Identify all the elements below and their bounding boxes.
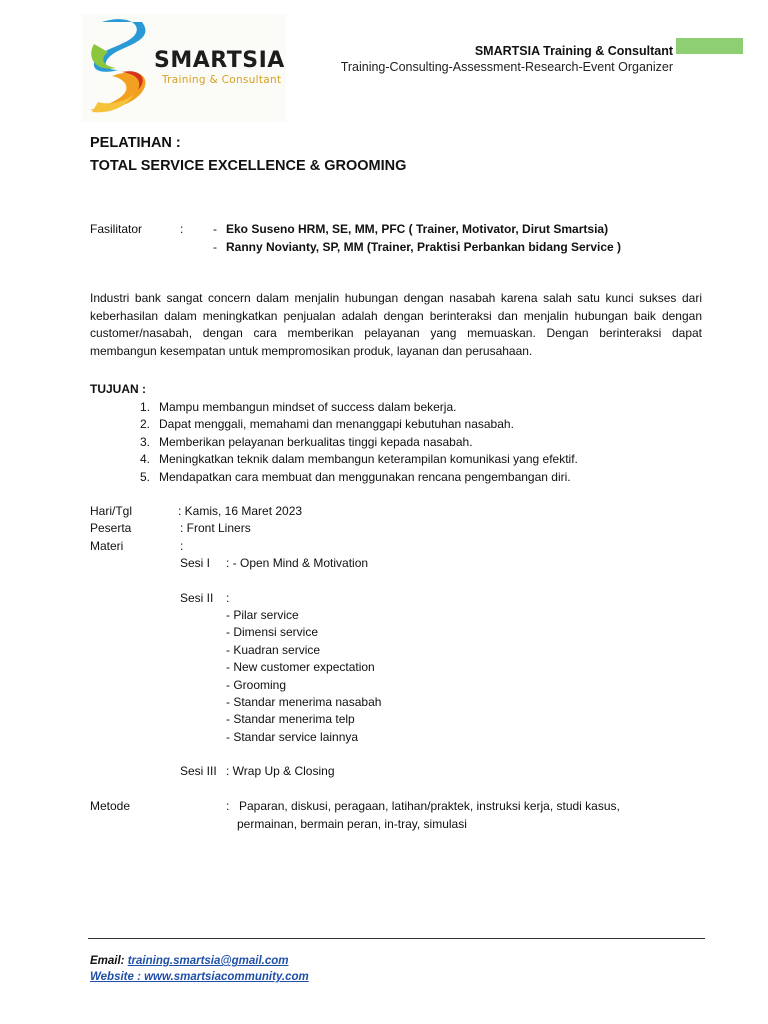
session-2-colon: : [226,591,230,605]
company-name: SMARTSIA Training & Consultant [474,44,673,58]
company-logo [82,14,286,122]
letterhead [341,44,673,74]
item-number: 4. [139,452,150,467]
session-3-value: : Wrap Up & Closing [226,764,335,778]
facilitator-name: Ranny Novianty, SP, MM (Trainer, Praktisi Perbankan bidang Service ) [226,240,622,254]
method-label: Metode [90,799,131,813]
accent-bar [676,38,743,54]
email-label: Email: [90,955,125,967]
list-item: - Standar menerima telp [226,712,355,727]
facilitator-dash: - [213,240,217,254]
training-heading: PELATIHAN : [90,135,181,151]
list-item [90,451,578,468]
list-item: - Grooming [226,677,287,692]
objectives-list [90,399,578,486]
email-link[interactable]: training.smartsia@gmail.com [127,955,289,967]
list-item [90,469,578,486]
item-text: Mampu membangun mindset of success dalam bekerja. [159,400,457,414]
item-number: 5. [139,469,150,484]
footer-website [90,971,309,983]
participants-label: Peserta [90,521,132,535]
logo-wordmark: SMARTSIA [154,48,285,73]
materials-colon: : [180,539,184,553]
list-item: - Standar menerima nasabah [226,695,382,710]
method-text: permainan, bermain peran, in-tray, simulasi [237,817,467,831]
materials-label: Materi [90,539,124,553]
session-2-topics [226,607,381,746]
facilitator-colon: : [180,222,184,236]
date-label: Hari/Tgl [90,504,133,518]
session-3-label: Sesi III [180,764,217,778]
item-text: Mendapatkan cara membuat dan menggunakan rencana pengembangan diri. [159,469,571,484]
logo-subline: Training & Consultant [162,74,282,86]
list-item: - Standar service lainnya [226,729,359,744]
session-1-label: Sesi I [180,556,211,570]
list-item: - Dimensi service [226,625,319,640]
website-link[interactable]: Website : www.smartsiacommunity.com [90,971,309,983]
session-2-label: Sesi II [180,591,214,605]
method-colon: : [226,799,230,813]
list-item [90,399,578,416]
item-number: 1. [139,400,150,414]
list-item: - New customer expectation [226,660,375,675]
list-item: - Pilar service [226,608,299,622]
item-text: Memberikan pelayanan berkualitas tinggi kepada nasabah. [159,434,473,449]
footer-divider [88,938,705,939]
date-value: : Kamis, 16 Maret 2023 [178,504,303,518]
training-title: TOTAL SERVICE EXCELLENCE & GROOMING [90,158,407,174]
item-text: Dapat menggali, memahami dan menanggapi kebutuhan nasabah. [159,417,514,432]
item-number: 2. [139,417,150,432]
facilitator-dash: - [213,222,217,236]
footer-email [90,955,288,967]
participants-value: : Front Liners [180,521,251,535]
list-item: - Kuadran service [226,642,321,657]
facilitator-label: Fasilitator [90,222,143,236]
list-item [90,416,578,433]
list-item [90,434,578,451]
company-tagline: Training-Consulting-Assessment-Research-Event Organizer [340,60,673,74]
session-1-value: : - Open Mind & Motivation [226,556,369,570]
objectives-heading: TUJUAN : [90,382,146,396]
facilitator-name: Eko Suseno HRM, SE, MM, PFC ( Trainer, Motivator, Dirut Smartsia) [226,222,609,236]
item-number: 3. [139,434,150,449]
intro-paragraph: Industri bank sangat concern dalam menjalin hubungan dengan nasabah karena salah satu kunci sukses dari keberhasilan dalam meningkatkan penjualan adalah dengan berinteraksi dan menjalin hubungan baik dengan customer/nasabah, dengan cara memberikan pelayanan yang memuaskan. Dengan berinteraksi dapat membangun kesempatan untuk mempromosikan produk, layanan dan perusahaan. [90,291,702,358]
method-text: Paparan, diskusi, peragaan, latihan/praktek, instruksi kerja, studi kasus, [239,799,620,813]
item-text: Meningkatkan teknik dalam membangun keterampilan komunikasi yang efektif. [159,452,578,467]
